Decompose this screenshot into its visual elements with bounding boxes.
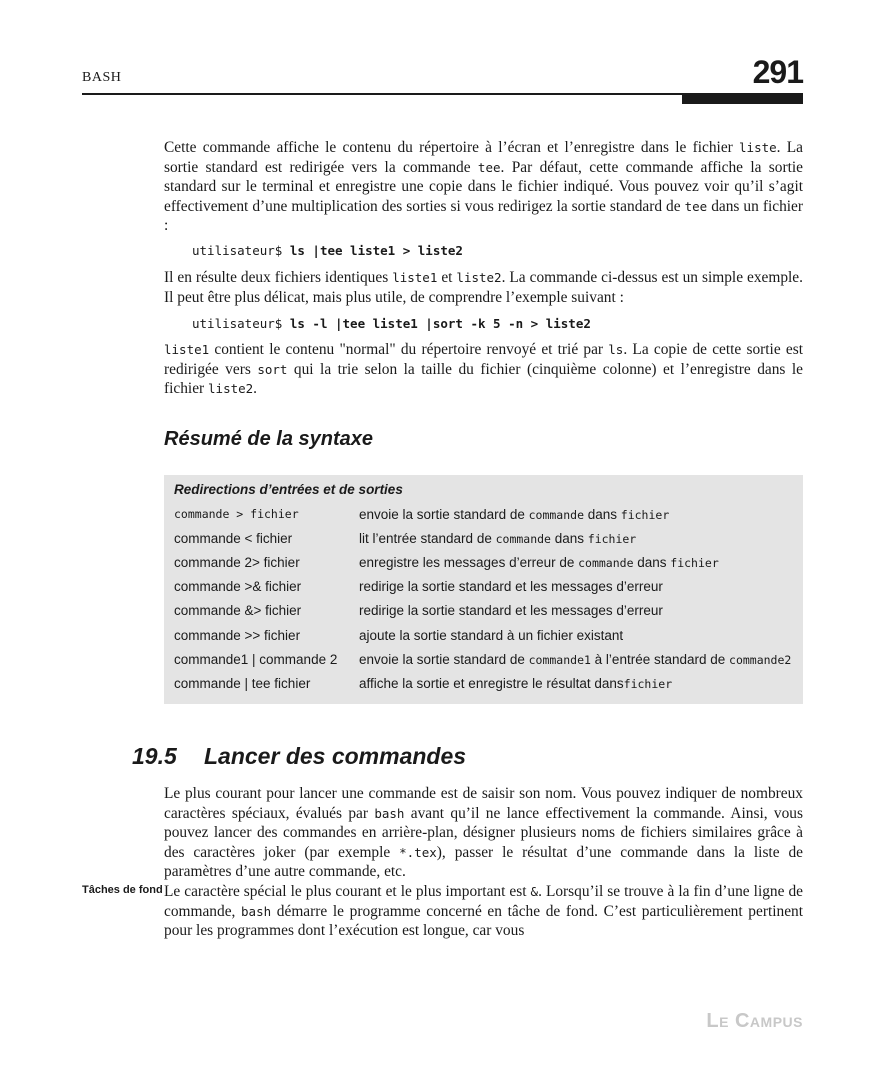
publisher-logo: Le Campus xyxy=(706,1010,803,1032)
syntax-description xyxy=(359,555,719,570)
syntax-row xyxy=(174,579,799,603)
paragraph-background-tasks xyxy=(164,882,803,941)
text-run: avant qu’il ne lance effectivement la commande. Ainsi, vous pouvez lancer des commandes en arrière-plan, désigner plusieurs noms de fichiers similaires grâce à des caractères joker (par exemple xyxy=(164,804,803,861)
text-run: à l’entrée standard de xyxy=(590,652,730,667)
code-example-1 xyxy=(192,243,463,258)
text-run: et xyxy=(437,269,457,286)
inline-code: bash xyxy=(241,903,272,919)
syntax-summary-box xyxy=(164,475,803,704)
syntax-description: redirige la sortie standard et les messages d’erreur xyxy=(359,603,663,618)
text-run: Le plus courant pour lancer une commande est de saisir son nom. Vous pouvez indiquer de nombreux caractères spéciaux, évalués par xyxy=(164,785,803,822)
syntax-description xyxy=(359,652,791,667)
paragraph-sort-explanation xyxy=(164,340,803,399)
syntax-command: commande > fichier xyxy=(174,507,299,521)
text-run: envoie la sortie standard de xyxy=(359,507,529,522)
text-run: Le caractère spécial le plus courant et le plus important est xyxy=(164,883,531,900)
text-run: . Par défaut, cette commande affiche la sortie standard sur le terminal et enregistre une copie dans le fichier indiqué. Vous pouvez voir qu’il s’agit effectivement d’une multiplication des sorties si vous redirigez la sortie standard de xyxy=(164,158,803,215)
syntax-command: commande >> fichier xyxy=(174,628,301,643)
shell-prompt: utilisateur$ xyxy=(192,316,290,331)
inline-code: commande xyxy=(495,532,551,546)
syntax-command: commande | tee fichier xyxy=(174,676,311,691)
syntax-row xyxy=(174,531,799,555)
syntax-command: commande < fichier xyxy=(174,531,293,546)
inline-code: liste2 xyxy=(456,270,502,285)
shell-command: ls -l |tee liste1 |sort -k 5 -n > liste2 xyxy=(289,316,591,331)
inline-code: fichier xyxy=(587,532,637,546)
text-run: Cette commande affiche le contenu du répertoire à l’écran et l’enregistre dans le fichier xyxy=(164,139,740,156)
text-run: dans xyxy=(584,507,621,522)
inline-code: tee xyxy=(684,198,708,214)
paragraph-launch-commands xyxy=(164,784,803,882)
syntax-command: commande1 | commande 2 xyxy=(174,652,338,667)
syntax-description xyxy=(359,676,672,691)
text-run: démarre le programme concerné en tâche de fond. C’est particulièrement pertinent pour les programmes dont l’exécution est longue, car vous xyxy=(164,902,803,939)
inline-code: liste1 xyxy=(392,270,438,285)
inline-code: commande1 xyxy=(528,653,591,667)
inline-code: fichier xyxy=(670,556,719,570)
syntax-description xyxy=(359,507,669,522)
page-number: 291 xyxy=(752,54,803,90)
paragraph-tee-intro xyxy=(164,138,803,236)
inline-code: ls xyxy=(608,342,624,357)
inline-code: liste xyxy=(739,140,777,155)
inline-code: commande2 xyxy=(729,653,792,667)
syntax-row xyxy=(174,676,799,700)
syntax-command: commande &> fichier xyxy=(174,603,302,618)
text-run: qui la trie selon la taille du fichier (cinquième colonne) et l’enregistre dans le fichier xyxy=(164,360,803,397)
text-run: affiche la sortie et enregistre le résultat dans xyxy=(359,676,624,691)
text-run: . La commande ci-dessus est un simple exemple. Il peut être plus délicat, mais plus utile, de comprendre l’exemple suivant : xyxy=(164,269,803,306)
text-run: ), passer le résultat d’une commande dans la liste de paramètres d’une autre commande, etc. xyxy=(164,843,803,880)
text-run: Il en résulte deux fichiers identiques xyxy=(164,269,393,286)
text-run: . La copie de cette sortie est redirigée vers xyxy=(164,341,803,378)
text-run: lit l’entrée standard de xyxy=(359,531,496,546)
text-run: . Lorsqu’il se trouve à la fin d’une ligne de commande, xyxy=(164,883,803,920)
inline-code: commande xyxy=(578,556,634,570)
syntax-description xyxy=(359,531,636,546)
text-run: . La sortie standard est redirigée vers la commande xyxy=(164,139,803,176)
header-tab xyxy=(682,95,803,104)
inline-code: tee xyxy=(477,159,501,175)
syntax-command: commande >& fichier xyxy=(174,579,302,594)
text-run: contient le contenu "normal" du répertoire renvoyé et trié par xyxy=(209,341,609,358)
section-number: 19.5 xyxy=(132,743,177,769)
inline-code: sort xyxy=(257,361,288,377)
syntax-description: redirige la sortie standard et les messages d’erreur xyxy=(359,579,663,594)
syntax-row xyxy=(174,628,799,652)
inline-code: *.tex xyxy=(399,844,437,860)
syntax-command: commande 2> fichier xyxy=(174,555,300,570)
code-example-2 xyxy=(192,316,591,331)
syntax-description: ajoute la sortie standard à un fichier existant xyxy=(359,628,624,643)
text-run: dans xyxy=(633,555,671,570)
inline-code: & xyxy=(530,884,539,899)
text-run: . xyxy=(253,380,258,397)
inline-code: bash xyxy=(374,805,405,821)
syntax-heading: Résumé de la syntaxe xyxy=(164,428,373,450)
text-run: dans un fichier : xyxy=(164,197,803,234)
syntax-box-title: Redirections d’entrées et de sorties xyxy=(174,482,403,497)
syntax-row xyxy=(174,603,799,627)
text-run: dans xyxy=(550,531,588,546)
text-run: enregistre les messages d’erreur de xyxy=(359,555,579,570)
inline-code: liste1 xyxy=(164,342,210,357)
syntax-row xyxy=(174,652,799,676)
inline-code: commande xyxy=(528,508,584,522)
inline-code: liste2 xyxy=(208,381,254,396)
margin-note: Tâches de fond xyxy=(82,884,163,896)
shell-command: ls |tee liste1 > liste2 xyxy=(289,243,463,258)
inline-code: fichier xyxy=(620,508,670,522)
shell-prompt: utilisateur$ xyxy=(192,243,290,258)
text-run: envoie la sortie standard de xyxy=(359,652,529,667)
section-heading xyxy=(132,743,466,770)
paragraph-identical-files xyxy=(164,268,803,307)
inline-code: fichier xyxy=(623,677,673,691)
running-head: BASH xyxy=(82,70,122,85)
syntax-row xyxy=(174,507,799,531)
section-title: Lancer des commandes xyxy=(204,743,467,769)
syntax-row xyxy=(174,555,799,579)
